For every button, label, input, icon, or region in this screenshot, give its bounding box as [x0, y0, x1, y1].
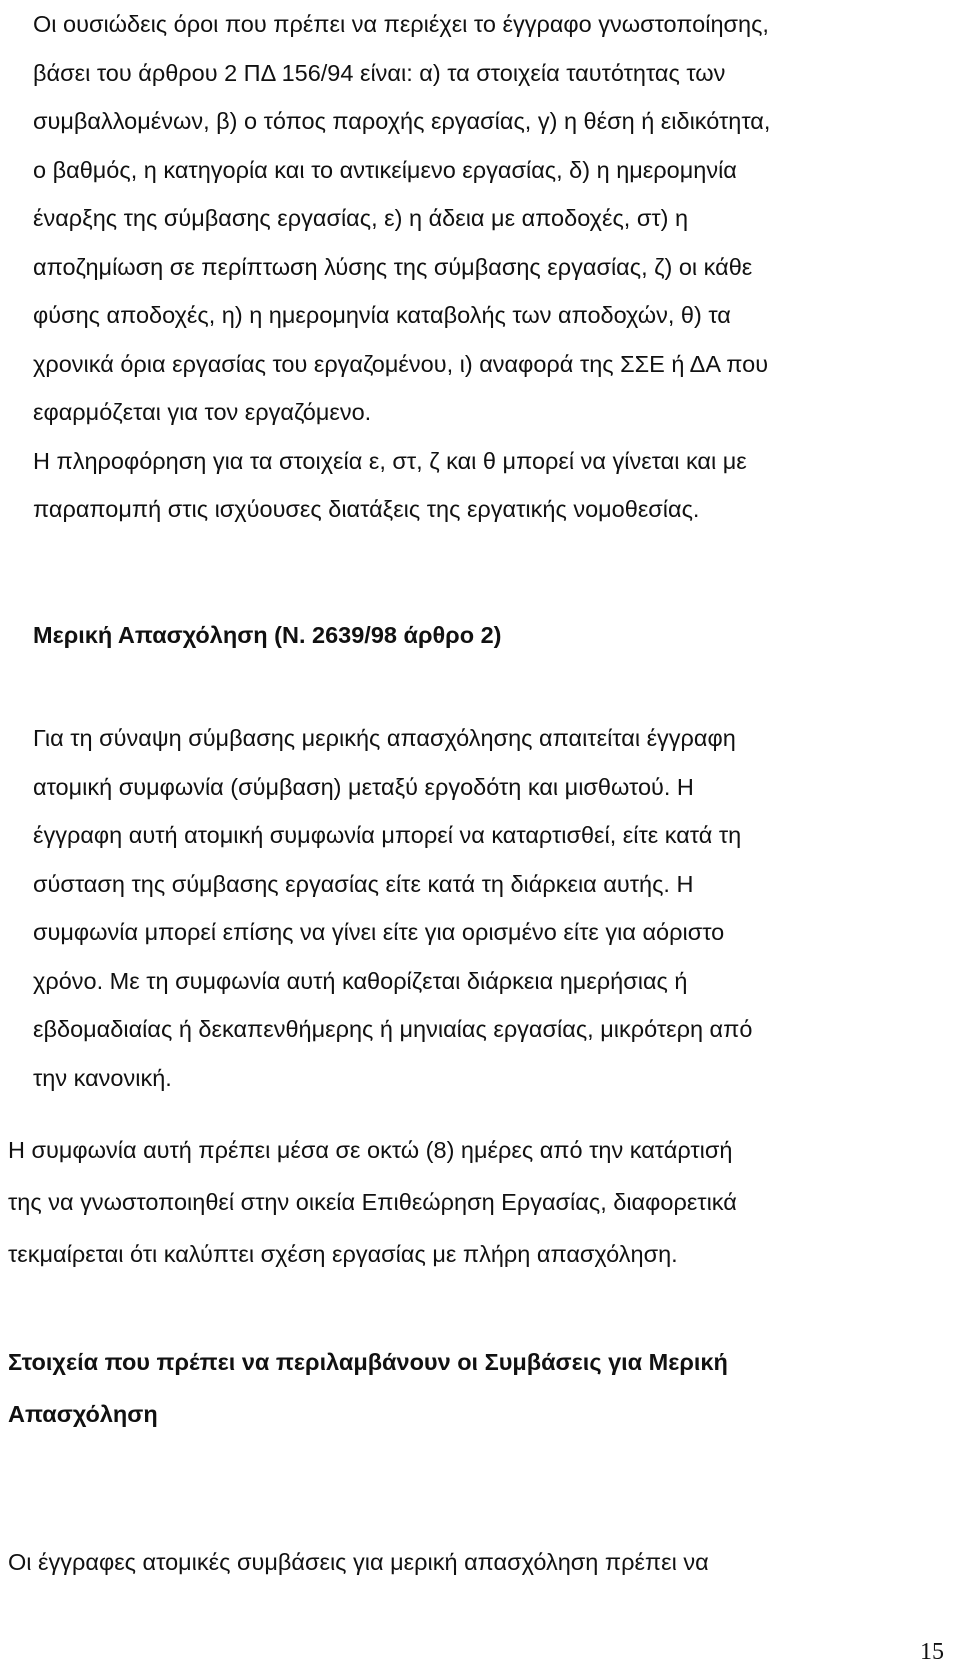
section-heading-part-time [33, 611, 502, 660]
text-line: Για τη σύναψη σύμβασης μερικής απασχόλησης απαιτείται έγγραφη [33, 725, 736, 751]
text-line: χρόνο. Με τη συμφωνία αυτή καθορίζεται διάρκεια ημερήσιας ή [33, 967, 688, 994]
text-line: χρονικά όρια εργασίας του εργαζομένου, ι) αναφορά της ΣΣΕ ή ΔΑ που [33, 350, 769, 377]
text-line: συμβαλλομένων, β) ο τόπος παροχής εργασίας, γ) η θέση ή ειδικότητα, [33, 108, 771, 134]
text-line: βάσει του άρθρου 2 ΠΔ 156/94 είναι: α) τα στοιχεία ταυτότητας των [33, 59, 726, 86]
page-number: 15 [920, 1639, 944, 1665]
text-line: Η συμφωνία αυτή πρέπει μέσα σε οκτώ (8) ημέρες από την κατάρτισή [8, 1137, 733, 1163]
text-line: αποζημίωση σε περίπτωση λύσης της σύμβασης εργασίας, ζ) οι κάθε [33, 253, 753, 280]
section-heading-contract-elements [8, 1336, 728, 1440]
notification-paragraph [8, 1124, 737, 1280]
text-line: Οι ουσιώδεις όροι που πρέπει να περιέχει το έγγραφο γνωστοποίησης, [33, 11, 769, 37]
text-line: σύσταση της σύμβασης εργασίας είτε κατά τη διάρκεια αυτής. Η [33, 870, 694, 897]
heading-line: Στοιχεία που πρέπει να περιλαμβάνουν οι Συμβάσεις για Μερική [8, 1349, 728, 1375]
contracts-paragraph [8, 1536, 709, 1588]
text-line: της να γνωστοποιηθεί στην οικεία Επιθεώρηση Εργασίας, διαφορετικά [8, 1189, 737, 1215]
text-line: Οι έγγραφες ατομικές συμβάσεις για μερική απασχόληση πρέπει να [8, 1549, 709, 1575]
text-line: εβδομαδιαίας ή δεκαπενθήμερης ή μηνιαίας εργασίας, μικρότερη από [33, 1016, 753, 1042]
terms-paragraph [33, 0, 770, 534]
text-line: τεκμαίρεται ότι καλύπτει σχέση εργασίας με πλήρη απασχόληση. [8, 1241, 678, 1267]
text-line: εφαρμόζεται για τον εργαζόμενο. [33, 399, 372, 425]
part-time-paragraph [33, 714, 752, 1102]
text-line: ο βαθμός, η κατηγορία και το αντικείμενο εργασίας, δ) η ημερομηνία [33, 156, 737, 183]
heading-line: Μερική Απασχόληση (Ν. 2639/98 άρθρο 2) [33, 622, 502, 648]
text-line: Η πληροφόρηση για τα στοιχεία ε, στ, ζ και θ μπορεί να γίνεται και με [33, 447, 747, 474]
text-line: ατομική συμφωνία (σύμβαση) μεταξύ εργοδότη και μισθωτού. Η [33, 773, 694, 800]
text-line: συμφωνία μπορεί επίσης να γίνει είτε για ορισμένο είτε για αόριστο [33, 919, 725, 945]
text-line: φύσης αποδοχές, η) η ημερομηνία καταβολής των αποδοχών, θ) τα [33, 302, 731, 328]
heading-line: Απασχόληση [8, 1401, 158, 1427]
text-line: παραπομπή στις ισχύουσες διατάξεις της εργατικής νομοθεσίας. [33, 496, 700, 522]
text-line: έγγραφη αυτή ατομική συμφωνία μπορεί να καταρτισθεί, είτε κατά τη [33, 822, 742, 848]
text-line: έναρξης της σύμβασης εργασίας, ε) η άδεια με αποδοχές, στ) η [33, 205, 689, 231]
text-line: την κανονική. [33, 1064, 172, 1091]
